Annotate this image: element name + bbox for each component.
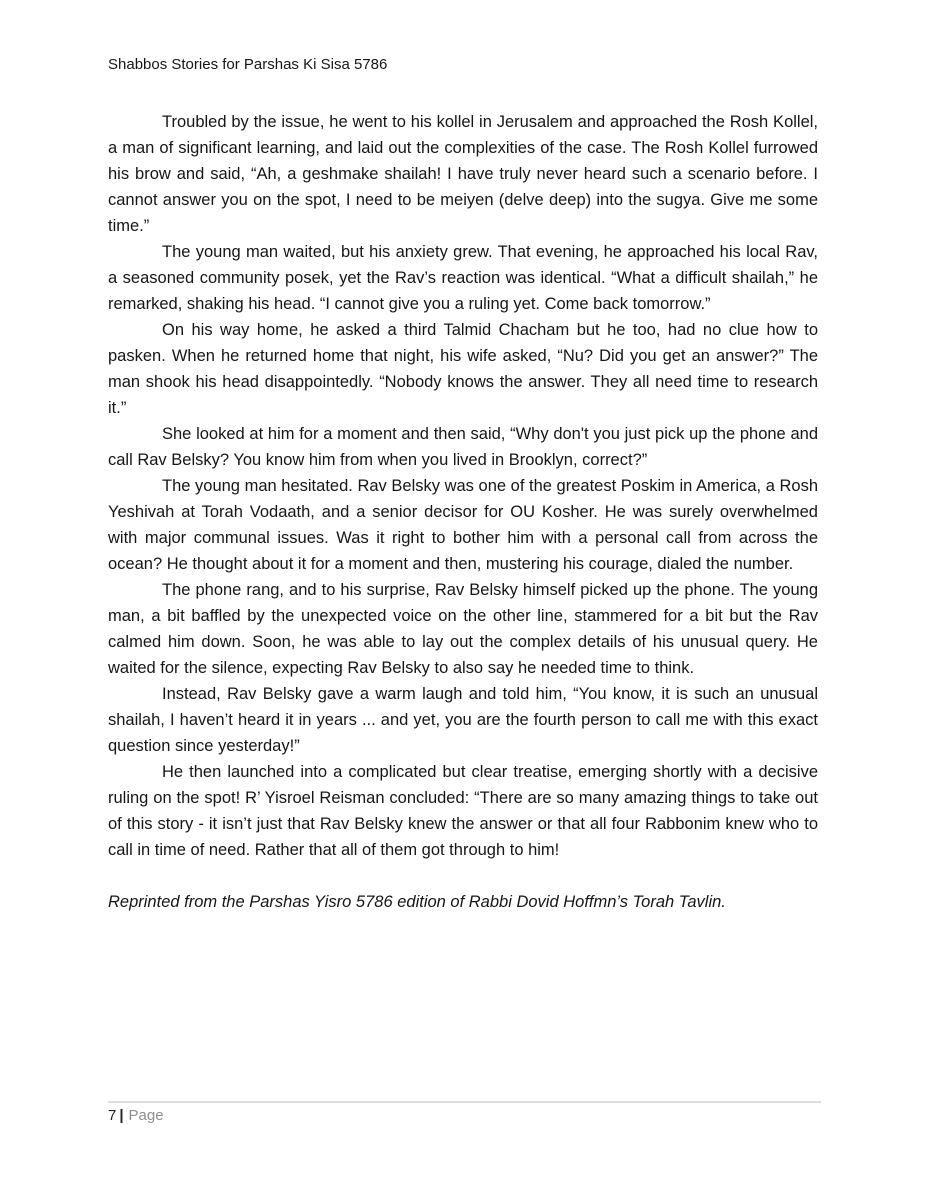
body-paragraph: She looked at him for a moment and then said, “Why don't you just pick up the phone and call Rav Belsky? You know him from when you lived in Brooklyn, correct?” [108,425,818,469]
footer-page-number: 7 [108,1107,117,1124]
body-paragraph: The young man waited, but his anxiety grew. That evening, he approached his local Rav, a seasoned community posek, yet the Rav’s reaction was identical. “What a difficult shailah,” he remarked, shaking his head. “I cannot give you a ruling yet. Come back tomorrow.” [108,243,818,313]
footer-page-label: Page [128,1107,164,1124]
footer-separator: | [119,1107,124,1124]
body-text [108,109,818,915]
body-paragraph: On his way home, he asked a third Talmid Chacham but he too, had no clue how to pasken. When he returned home that night, his wife asked, “Nu? Did you get an answer?” The man shook his head disappointedly. “Nobody knows the answer. They all need time to research it.” [108,321,818,417]
reprint-note: Reprinted from the Parshas Yisro 5786 edition of Rabbi Dovid Hoffmn’s Torah Tavlin. [108,893,726,911]
page-footer [108,1101,821,1125]
page-header: Shabbos Stories for Parshas Ki Sisa 5786 [108,56,388,73]
paragraphs-container [108,109,818,863]
body-paragraph: He then launched into a complicated but clear treatise, emerging shortly with a decisive ruling on the spot! R’ Yisroel Reisman concluded: “There are so many amazing things to take out of this story - it isn’t just that Rav Belsky knew the answer or that all four Rabbonim knew who to call in time of need. Rather that all of them got through to him! [108,763,818,859]
body-paragraph: Instead, Rav Belsky gave a warm laugh and told him, “You know, it is such an unusual shailah, I haven’t heard it in years ... and yet, you are the fourth person to call me with this exact question since yesterday!” [108,685,818,755]
body-paragraph: The young man hesitated. Rav Belsky was one of the greatest Poskim in America, a Rosh Yeshivah at Torah Vodaath, and a senior decisor for OU Kosher. He was surely overwhelmed with major communal issues. Was it right to bother him with a personal call from across the ocean? He thought about it for a moment and then, mustering his courage, dialed the number. [108,477,818,573]
body-paragraph: Troubled by the issue, he went to his kollel in Jerusalem and approached the Rosh Kollel, a man of significant learning, and laid out the complexities of the case. The Rosh Kollel furrowed his brow and said, “Ah, a geshmake shailah! I have truly never heard such a scenario before. I cannot answer you on the spot, I need to be meiyen (delve deep) into the sugya. Give me some time.” [108,113,818,235]
body-paragraph: The phone rang, and to his surprise, Rav Belsky himself picked up the phone. The young man, a bit baffled by the unexpected voice on the other line, stammered for a bit but the Rav calmed him down. Soon, he was able to lay out the complex details of his unusual query. He waited for the silence, expecting Rav Belsky to also say he needed time to think. [108,581,818,677]
